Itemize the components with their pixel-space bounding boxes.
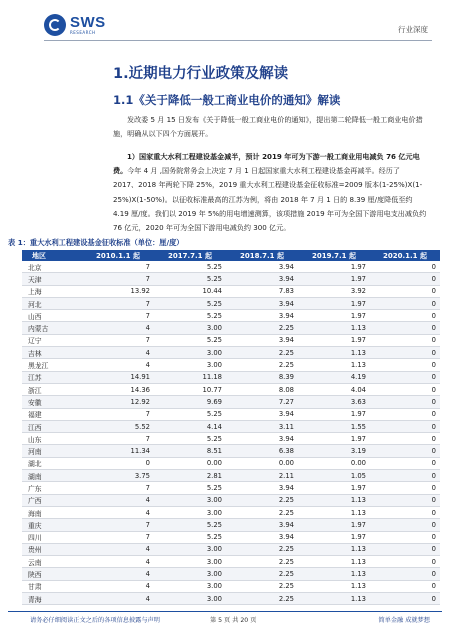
region-cell: 河北 (22, 297, 82, 309)
value-cell: 3.92 (298, 285, 370, 297)
region-cell: 浙江 (22, 383, 82, 395)
value-cell: 0 (370, 482, 440, 494)
logo-text: SWS (70, 14, 106, 31)
value-cell: 0.00 (298, 457, 370, 469)
value-cell: 7 (82, 482, 154, 494)
value-cell: 0 (370, 445, 440, 457)
value-cell: 2.25 (226, 543, 298, 555)
value-cell: 3.94 (226, 519, 298, 531)
table-row (22, 457, 440, 469)
region-cell: 天津 (22, 273, 82, 285)
value-cell: 3.00 (154, 506, 226, 518)
value-cell: 7 (82, 519, 154, 531)
region-cell: 海南 (22, 506, 82, 518)
point1-body: 今年 4 月 ,国务院常务会上决定 7 月 1 日起国家重大水利工程建设基金再减半。经历了 2017、2018 年两轮下降 25%，2019 重大水利工程建设基金征收标准=2009 版本(1-25%)X(1-25%)X(1-50%)。以征收标准最高的江苏为例，将由 2018 年 7 月 1 日的 8.39 厘/度降低至约 4.19 厘/度。我们以 2019 年 5%的用电增速测算，该项措施 2019 年可为全国下游用电支出减负约 76 亿元，2020 年可为全国下游用电减负约 300 亿元。 (113, 166, 427, 233)
value-cell: 1.13 (298, 543, 370, 555)
value-cell: 7 (82, 433, 154, 445)
table-row (22, 506, 440, 518)
value-cell: 1.13 (298, 506, 370, 518)
table-row (22, 593, 440, 605)
region-cell: 河南 (22, 445, 82, 457)
value-cell: 3.00 (154, 568, 226, 580)
value-cell: 1.13 (298, 580, 370, 592)
value-cell: 1.13 (298, 556, 370, 568)
value-cell: 1.13 (298, 322, 370, 334)
region-cell: 内蒙古 (22, 322, 82, 334)
value-cell: 3.00 (154, 580, 226, 592)
value-cell: 13.92 (82, 285, 154, 297)
value-cell: 0 (370, 334, 440, 346)
value-cell: 0.00 (226, 457, 298, 469)
value-cell: 2.81 (154, 470, 226, 482)
table-row (22, 347, 440, 359)
table-row (22, 494, 440, 506)
table-row (22, 531, 440, 543)
region-cell: 湖北 (22, 457, 82, 469)
value-cell: 1.97 (298, 531, 370, 543)
point1-paragraph (113, 150, 427, 235)
value-cell: 5.25 (154, 531, 226, 543)
page-header (0, 0, 450, 50)
intro-text: 发改委 5 月 15 日发布《关于降低一般工商业电价的通知》，提出第二轮降低一般工商业电价措施，明确从以下四个方面展开。 (113, 115, 423, 139)
table-row (22, 568, 440, 580)
value-cell: 4 (82, 322, 154, 334)
table-row (22, 273, 440, 285)
value-cell: 0 (370, 531, 440, 543)
value-cell: 1.13 (298, 568, 370, 580)
value-cell: 7 (82, 531, 154, 543)
value-cell: 12.92 (82, 396, 154, 408)
header-divider (44, 40, 432, 41)
region-cell: 江苏 (22, 371, 82, 383)
value-cell: 7 (82, 273, 154, 285)
region-cell: 上海 (22, 285, 82, 297)
report-category: 行业深度 (398, 25, 428, 34)
region-cell: 江西 (22, 420, 82, 432)
table-row (22, 580, 440, 592)
value-cell: 3.94 (226, 273, 298, 285)
value-cell: 1.97 (298, 519, 370, 531)
value-cell: 1.55 (298, 420, 370, 432)
value-cell: 1.13 (298, 593, 370, 605)
value-cell: 1.97 (298, 482, 370, 494)
value-cell: 2.25 (226, 494, 298, 506)
value-cell: 2.25 (226, 593, 298, 605)
table-row (22, 433, 440, 445)
region-cell: 贵州 (22, 543, 82, 555)
table-row (22, 297, 440, 309)
value-cell: 0.00 (154, 457, 226, 469)
value-cell: 1.97 (298, 273, 370, 285)
region-cell: 青海 (22, 593, 82, 605)
col-header-2010: 2010.1.1 起 (82, 250, 154, 261)
subsection-title: 1.1《关于降低一般工商业电价的通知》解读 (113, 93, 341, 107)
region-cell: 辽宁 (22, 334, 82, 346)
value-cell: 4 (82, 494, 154, 506)
value-cell: 2.25 (226, 568, 298, 580)
value-cell: 11.34 (82, 445, 154, 457)
table-row (22, 261, 440, 273)
region-cell: 重庆 (22, 519, 82, 531)
value-cell: 1.97 (298, 334, 370, 346)
value-cell: 3.94 (226, 531, 298, 543)
table-row (22, 383, 440, 395)
region-cell: 湖南 (22, 470, 82, 482)
value-cell: 4 (82, 580, 154, 592)
col-header-2018: 2018.7.1 起 (226, 250, 298, 261)
value-cell: 5.25 (154, 297, 226, 309)
value-cell: 2.11 (226, 470, 298, 482)
value-cell: 1.13 (298, 494, 370, 506)
value-cell: 5.25 (154, 408, 226, 420)
logo-subtext: RESEARCH (70, 30, 96, 35)
value-cell: 4 (82, 359, 154, 371)
value-cell: 8.39 (226, 371, 298, 383)
value-cell: 0 (370, 322, 440, 334)
value-cell: 2.25 (226, 556, 298, 568)
value-cell: 8.08 (226, 383, 298, 395)
value-cell: 4 (82, 347, 154, 359)
value-cell: 4.19 (298, 371, 370, 383)
region-cell: 广东 (22, 482, 82, 494)
col-header-2019: 2019.7.1 起 (298, 250, 370, 261)
value-cell: 1.97 (298, 433, 370, 445)
value-cell: 4 (82, 506, 154, 518)
table-caption: 表 1：重大水利工程建设基金征收标准（单位：厘/度） (8, 238, 184, 247)
value-cell: 2.25 (226, 580, 298, 592)
value-cell: 14.36 (82, 383, 154, 395)
value-cell: 7.83 (226, 285, 298, 297)
value-cell: 4 (82, 543, 154, 555)
value-cell: 0 (370, 408, 440, 420)
value-cell: 3.94 (226, 297, 298, 309)
value-cell: 2.25 (226, 506, 298, 518)
value-cell: 0 (370, 568, 440, 580)
value-cell: 0 (82, 457, 154, 469)
value-cell: 1.97 (298, 261, 370, 273)
table-row (22, 420, 440, 432)
table-row (22, 334, 440, 346)
value-cell: 5.25 (154, 519, 226, 531)
value-cell: 0 (370, 273, 440, 285)
region-cell: 广西 (22, 494, 82, 506)
value-cell: 3.94 (226, 433, 298, 445)
value-cell: 1.97 (298, 297, 370, 309)
col-header-region: 地区 (22, 250, 82, 261)
table-row (22, 396, 440, 408)
value-cell: 3.94 (226, 261, 298, 273)
region-cell: 云南 (22, 556, 82, 568)
value-cell: 9.69 (154, 396, 226, 408)
value-cell: 0 (370, 433, 440, 445)
value-cell: 7 (82, 408, 154, 420)
col-header-2020: 2020.1.1 起 (370, 250, 440, 261)
value-cell: 0 (370, 519, 440, 531)
value-cell: 7 (82, 297, 154, 309)
sws-logo (44, 14, 106, 36)
value-cell: 7 (82, 310, 154, 322)
value-cell: 0 (370, 285, 440, 297)
value-cell: 5.25 (154, 273, 226, 285)
table-row (22, 285, 440, 297)
region-cell: 吉林 (22, 347, 82, 359)
slogan: 简单金融 成就梦想 (378, 617, 430, 624)
value-cell: 3.00 (154, 322, 226, 334)
table-row (22, 556, 440, 568)
value-cell: 6.38 (226, 445, 298, 457)
table-header-row (22, 250, 440, 261)
value-cell: 0 (370, 470, 440, 482)
table-row (22, 470, 440, 482)
table-row (22, 519, 440, 531)
value-cell: 0 (370, 396, 440, 408)
value-cell: 0 (370, 420, 440, 432)
table-row (22, 543, 440, 555)
col-header-2017: 2017.7.1 起 (154, 250, 226, 261)
value-cell: 5.25 (154, 482, 226, 494)
value-cell: 0 (370, 457, 440, 469)
value-cell: 10.77 (154, 383, 226, 395)
value-cell: 3.94 (226, 408, 298, 420)
value-cell: 4 (82, 593, 154, 605)
value-cell: 3.00 (154, 556, 226, 568)
value-cell: 11.18 (154, 371, 226, 383)
value-cell: 0 (370, 580, 440, 592)
value-cell: 0 (370, 297, 440, 309)
value-cell: 0 (370, 359, 440, 371)
table-row (22, 408, 440, 420)
region-cell: 北京 (22, 261, 82, 273)
value-cell: 10.44 (154, 285, 226, 297)
value-cell: 5.25 (154, 334, 226, 346)
value-cell: 1.13 (298, 359, 370, 371)
value-cell: 4.04 (298, 383, 370, 395)
value-cell: 0 (370, 556, 440, 568)
table-row (22, 310, 440, 322)
point1-heading: 1）国家重大水利工程建设基金减半，预计 2019 年可为下游一般工商业用电减负 76 亿元电费。 (113, 152, 420, 176)
value-cell: 0 (370, 347, 440, 359)
value-cell: 1.97 (298, 408, 370, 420)
value-cell: 2.25 (226, 359, 298, 371)
section-title: 1.近期电力行业政策及解读 (113, 66, 289, 82)
table-row (22, 371, 440, 383)
region-cell: 福建 (22, 408, 82, 420)
disclaimer-note: 请务必仔细阅读正文之后的各项信息披露与声明 (30, 617, 160, 624)
value-cell: 7 (82, 261, 154, 273)
value-cell: 3.94 (226, 482, 298, 494)
value-cell: 0 (370, 371, 440, 383)
value-cell: 3.75 (82, 470, 154, 482)
value-cell: 3.00 (154, 543, 226, 555)
value-cell: 5.25 (154, 433, 226, 445)
value-cell: 0 (370, 593, 440, 605)
value-cell: 5.52 (82, 420, 154, 432)
value-cell: 4 (82, 568, 154, 580)
value-cell: 5.25 (154, 261, 226, 273)
region-cell: 四川 (22, 531, 82, 543)
value-cell: 0 (370, 383, 440, 395)
page-number: 第 5 页 共 20 页 (210, 617, 257, 624)
value-cell: 1.13 (298, 347, 370, 359)
table-row (22, 482, 440, 494)
footer-divider (8, 611, 442, 612)
region-cell: 山东 (22, 433, 82, 445)
region-cell: 陕西 (22, 568, 82, 580)
value-cell: 0 (370, 261, 440, 273)
region-cell: 山西 (22, 310, 82, 322)
region-cell: 安徽 (22, 396, 82, 408)
value-cell: 3.94 (226, 334, 298, 346)
value-cell: 4.14 (154, 420, 226, 432)
value-cell: 3.00 (154, 359, 226, 371)
table-row (22, 445, 440, 457)
value-cell: 3.00 (154, 347, 226, 359)
value-cell: 0 (370, 506, 440, 518)
value-cell: 7.27 (226, 396, 298, 408)
value-cell: 2.25 (226, 322, 298, 334)
value-cell: 3.63 (298, 396, 370, 408)
value-cell: 3.00 (154, 593, 226, 605)
intro-paragraph (113, 113, 427, 141)
region-cell: 甘肃 (22, 580, 82, 592)
value-cell: 4 (82, 556, 154, 568)
value-cell: 1.97 (298, 310, 370, 322)
value-cell: 7 (82, 334, 154, 346)
region-cell: 黑龙江 (22, 359, 82, 371)
table-row (22, 322, 440, 334)
value-cell: 0 (370, 543, 440, 555)
sws-logo-icon (44, 14, 66, 36)
value-cell: 3.94 (226, 310, 298, 322)
value-cell: 2.25 (226, 347, 298, 359)
value-cell: 3.11 (226, 420, 298, 432)
value-cell: 8.51 (154, 445, 226, 457)
value-cell: 5.25 (154, 310, 226, 322)
value-cell: 3.00 (154, 494, 226, 506)
value-cell: 1.05 (298, 470, 370, 482)
water-fund-table (22, 250, 440, 605)
value-cell: 0 (370, 494, 440, 506)
value-cell: 3.19 (298, 445, 370, 457)
value-cell: 14.91 (82, 371, 154, 383)
table-row (22, 359, 440, 371)
value-cell: 0 (370, 310, 440, 322)
